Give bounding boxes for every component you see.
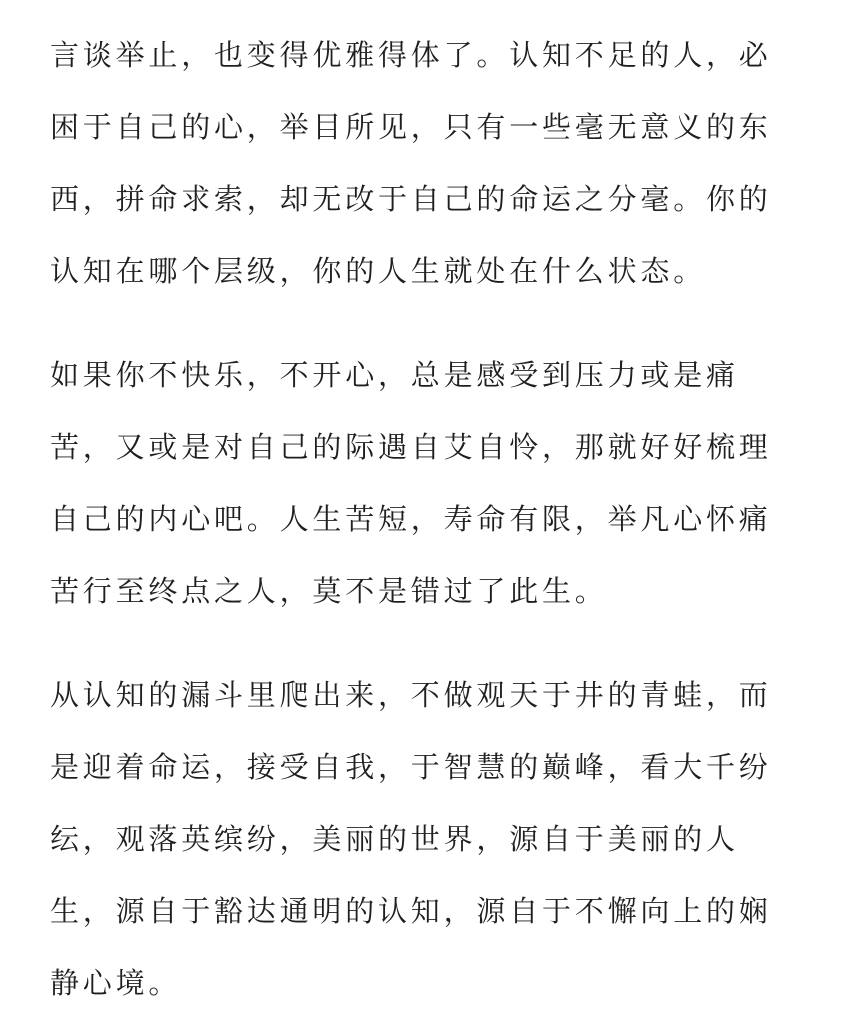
paragraph-3: 从认知的漏斗里爬出来，不做观天于井的青蛙，而是迎着命运，接受自我，于智慧的巅峰，看大千纷纭，观落英缤纷，美丽的世界，源自于美丽的人生，源自于豁达通明的认知，源自于不懈向上的娴静心境。 <box>50 678 772 1000</box>
paragraph-1: 言谈举止，也变得优雅得体了。认知不足的人，必困于自己的心，举目所见，只有一些毫无意义的东西，拼命求索，却无改于自己的命运之分毫。你的认知在哪个层级，你的人生就处在什么状态。 <box>50 38 772 288</box>
paragraph-2: 如果你不快乐，不开心，总是感受到压力或是痛苦，又或是对自己的际遇自艾自怜，那就好好梳理自己的内心吧。人生苦短，寿命有限，举凡心怀痛苦行至终点之人，莫不是错过了此生。 <box>50 358 772 608</box>
